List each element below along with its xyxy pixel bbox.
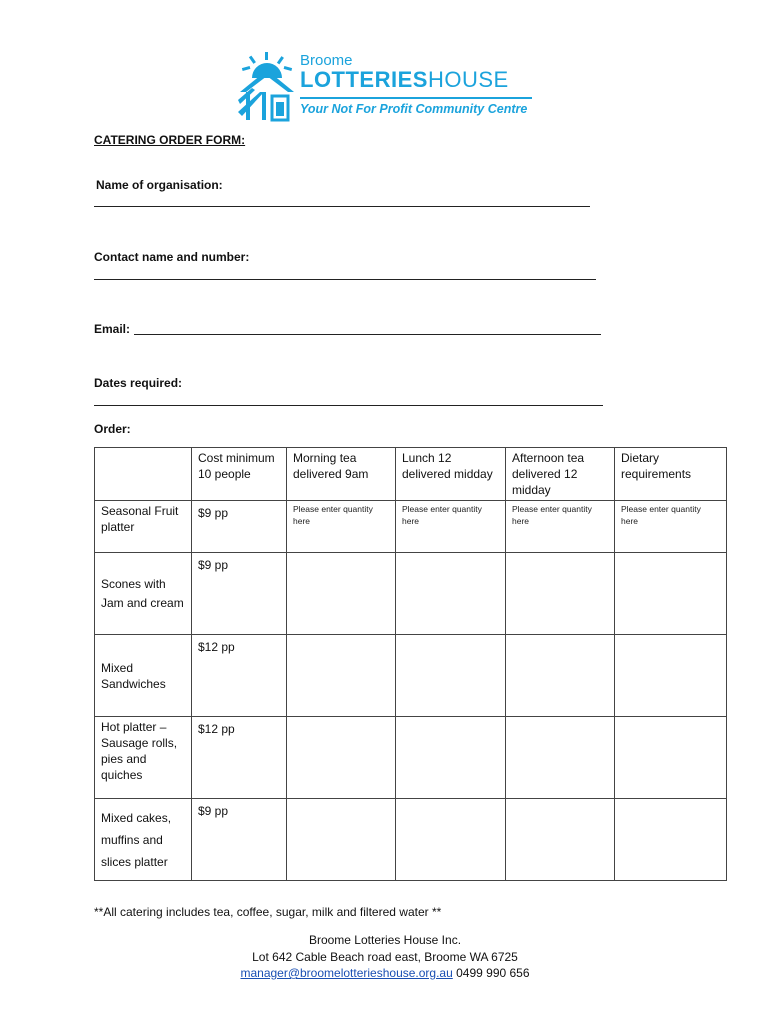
- price-label: $9 pp: [198, 558, 229, 572]
- item-name: [95, 799, 192, 881]
- item-label: Hot platter – Sausage rolls, pies and quiches: [101, 720, 178, 782]
- header-cost: Cost minimum 10 people: [192, 448, 287, 501]
- lunch-quantity-cell[interactable]: [396, 501, 506, 553]
- logo-rule: [300, 97, 532, 99]
- item-label: Scones with Jam and cream: [101, 576, 184, 610]
- dates-label: Dates required:: [94, 376, 183, 390]
- item-price: [192, 717, 287, 799]
- logo-brand-bold: LOTTERIES: [300, 67, 428, 92]
- morning-tea-quantity-cell[interactable]: [287, 553, 396, 635]
- header-cell-empty: [95, 448, 192, 501]
- quantity-placeholder: Please enter quantity here: [293, 504, 373, 526]
- item-label: Mixed cakes, muffins and slices platter: [101, 810, 172, 869]
- table-row: [95, 717, 727, 799]
- footer-phone: 0499 990 656: [452, 966, 530, 980]
- table-row: [95, 635, 727, 717]
- order-table: [94, 447, 727, 881]
- catering-note: **All catering includes tea, coffee, sugar, milk and filtered water **: [94, 905, 442, 919]
- dietary-quantity-cell[interactable]: [615, 799, 727, 881]
- house-sun-icon: [238, 52, 298, 122]
- item-label: Seasonal Fruit platter: [101, 504, 179, 534]
- price-label: $9 pp: [198, 804, 229, 818]
- logo-brand-small: Broome: [300, 52, 353, 69]
- order-label: Order:: [94, 422, 131, 436]
- table-row: [95, 799, 727, 881]
- footer-address: Lot 642 Cable Beach road east, Broome WA 6725: [252, 950, 518, 964]
- morning-tea-quantity-cell[interactable]: [287, 635, 396, 717]
- lunch-quantity-cell[interactable]: [396, 717, 506, 799]
- item-name: [95, 553, 192, 635]
- dates-input-line[interactable]: [94, 405, 603, 406]
- item-price: [192, 501, 287, 553]
- item-name: [95, 501, 192, 553]
- email-label: Email:: [94, 322, 131, 336]
- dietary-quantity-cell[interactable]: [615, 635, 727, 717]
- table-header-row: [95, 448, 727, 501]
- header-dietary: Dietary requirements: [615, 448, 727, 501]
- quantity-placeholder: Please enter quantity here: [621, 504, 701, 526]
- afternoon-tea-quantity-cell[interactable]: [506, 501, 615, 553]
- price-label: $12 pp: [198, 722, 235, 736]
- afternoon-tea-quantity-cell[interactable]: [506, 717, 615, 799]
- item-price: [192, 799, 287, 881]
- item-name: [95, 717, 192, 799]
- form-title: CATERING ORDER FORM:: [94, 133, 246, 147]
- price-label: $12 pp: [198, 640, 235, 654]
- footer-email-link[interactable]: manager@broomelotterieshouse.org.au: [240, 966, 453, 980]
- dietary-quantity-cell[interactable]: [615, 553, 727, 635]
- price-label: $9 pp: [198, 506, 229, 520]
- contact-input-line[interactable]: [94, 279, 596, 280]
- contact-label: Contact name and number:: [94, 250, 250, 264]
- morning-tea-quantity-cell[interactable]: [287, 717, 396, 799]
- afternoon-tea-quantity-cell[interactable]: [506, 799, 615, 881]
- quantity-placeholder: Please enter quantity here: [402, 504, 482, 526]
- logo-brand-name: [300, 67, 509, 93]
- email-input-line[interactable]: [134, 334, 601, 335]
- logo-brand-thin: HOUSE: [427, 67, 509, 92]
- dietary-quantity-cell[interactable]: [615, 501, 727, 553]
- afternoon-tea-quantity-cell[interactable]: [506, 553, 615, 635]
- header-afternoon-tea: Afternoon tea delivered 12 midday: [506, 448, 615, 501]
- logo-tagline: Your Not For Profit Community Centre: [300, 102, 528, 116]
- table-row: [95, 501, 727, 553]
- footer-org: Broome Lotteries House Inc.: [308, 933, 462, 947]
- item-name: [95, 635, 192, 717]
- org-input-line[interactable]: [94, 206, 590, 207]
- header-lunch: Lunch 12 delivered midday: [396, 448, 506, 501]
- lunch-quantity-cell[interactable]: [396, 553, 506, 635]
- item-price: [192, 635, 287, 717]
- morning-tea-quantity-cell[interactable]: [287, 799, 396, 881]
- lunch-quantity-cell[interactable]: [396, 799, 506, 881]
- lunch-quantity-cell[interactable]: [396, 635, 506, 717]
- logo: [238, 50, 538, 125]
- morning-tea-quantity-cell[interactable]: [287, 501, 396, 553]
- item-price: [192, 553, 287, 635]
- org-label: Name of organisation:: [96, 178, 223, 192]
- quantity-placeholder: Please enter quantity here: [512, 504, 592, 526]
- item-label: Mixed Sandwiches: [101, 660, 166, 691]
- afternoon-tea-quantity-cell[interactable]: [506, 635, 615, 717]
- table-row: [95, 553, 727, 635]
- dietary-quantity-cell[interactable]: [615, 717, 727, 799]
- header-morning-tea: Morning tea delivered 9am: [287, 448, 396, 501]
- footer-contact: [0, 966, 770, 980]
